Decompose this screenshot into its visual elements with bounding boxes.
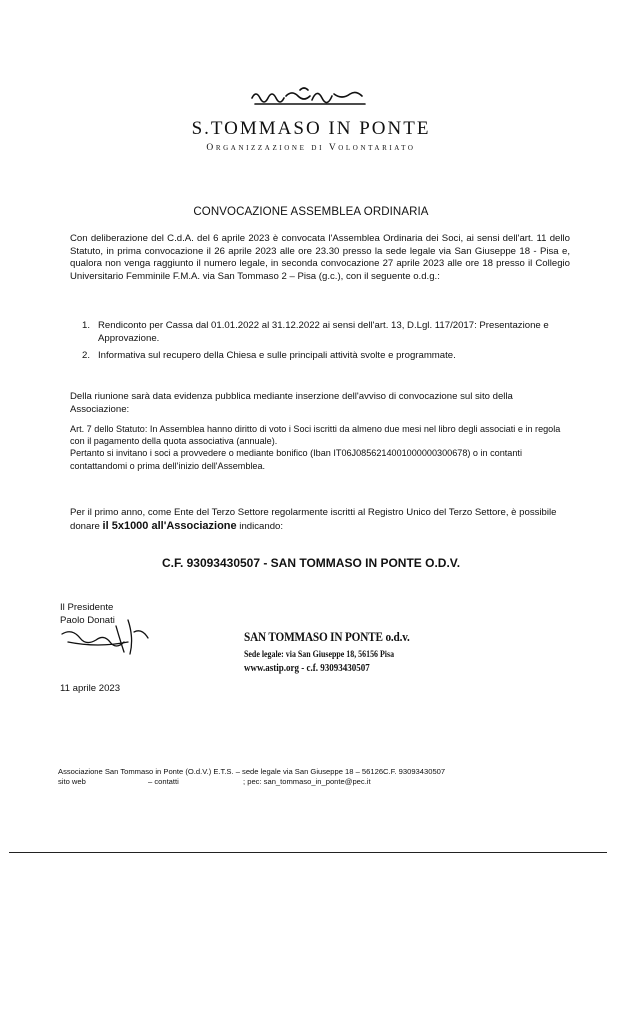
- stamp-website: www.astip.org - c.f. 93093430507: [244, 663, 370, 674]
- ornament-logo-icon: [0, 84, 622, 110]
- publicity-paragraph: Della riunione sarà data evidenza pubblica mediante inserzione dell'avviso di convocazione sul sito della Associazione:: [70, 391, 513, 415]
- intro-paragraph: Con deliberazione del C.d.A. del 6 aprile 2023 è convocata l'Assemblea Ordinaria dei Soci, ai sensi dell'art. 11 dello Statuto, in prima convocazione il 26 aprile 2023 alle ore 23.30 presso la sede legale via San Giuseppe 18 - Pisa e, qualora non venga raggiunto il numero legale, in seconda convocazione 27 aprile 2023 alle ore 18 presso il Collegio Universitario Femminile F.M.A. via San Tommaso 2 – Pisa (g.c.), con il seguente o.d.g.:: [70, 233, 570, 282]
- signature-icon: [58, 612, 168, 662]
- association-stamp: [244, 630, 428, 674]
- footer-pec-email[interactable]: ; pec: san_tommaso_in_ponte@pec.it: [243, 777, 371, 786]
- payment-instructions: Pertanto si invitano i soci a provvedere o mediante bonifico (Iban IT06J0856214001000000300678) o in contanti contattandomi o prima dell'inizio dell'Assemblea.: [70, 448, 522, 471]
- org-subtitle: Organizzazione di Volontariato: [206, 143, 416, 153]
- agenda-list: [82, 320, 572, 368]
- footer-website-link[interactable]: sito web: [58, 777, 86, 786]
- list-item: 2. Informativa sul recupero della Chiesa e sulle principali attività svolte e programmate.: [82, 350, 456, 362]
- document-title: CONVOCAZIONE ASSEMBLEA ORDINARIA: [193, 206, 429, 218]
- president-label: Il Presidente: [60, 602, 114, 613]
- statute-paragraph: [70, 423, 570, 472]
- bottom-divider: [9, 852, 607, 853]
- stamp-address: Sede legale: via San Giuseppe 18, 56156 Pisa: [244, 649, 395, 659]
- page-footer: [58, 767, 446, 786]
- list-item: 1. Rendiconto per Cassa dal 01.01.2022 al 31.12.2022 ai sensi dell'art. 13, D.Lgl. 117/2017: Presentazione e Approvazione.: [82, 320, 549, 344]
- org-name: S.TOMMASO IN PONTE: [191, 118, 431, 139]
- footer-contacts-link[interactable]: – contatti: [148, 777, 179, 786]
- donation-highlight: il 5x1000 all'Associazione: [102, 519, 237, 532]
- stamp-name: SAN TOMMASO IN PONTE o.d.v.: [244, 630, 410, 644]
- donation-paragraph: Per il primo anno, come Ente del Terzo Settore regolarmente iscritti al Registro Unico del Terzo Settore, è possibile donare il 5x1000 all'Associazione indicando:: [70, 507, 557, 532]
- document-date: 11 aprile 2023: [60, 683, 121, 694]
- statute-rule-text: Art. 7 dello Statuto: In Assemblea hanno diritto di voto i Soci iscritti da almeno due mesi nel libro degli associati e in regola con il pagamento della quota associativa (annuale).: [70, 424, 561, 447]
- footer-address: Associazione San Tommaso in Ponte (O.d.V.) E.T.S. – sede legale via San Giuseppe 18 – 56126C.F. 93093430507: [58, 767, 446, 776]
- president-name: Paolo Donati: [60, 615, 115, 626]
- fiscal-code-line: C.F. 93093430507 - SAN TOMMASO IN PONTE O.D.V.: [161, 556, 461, 570]
